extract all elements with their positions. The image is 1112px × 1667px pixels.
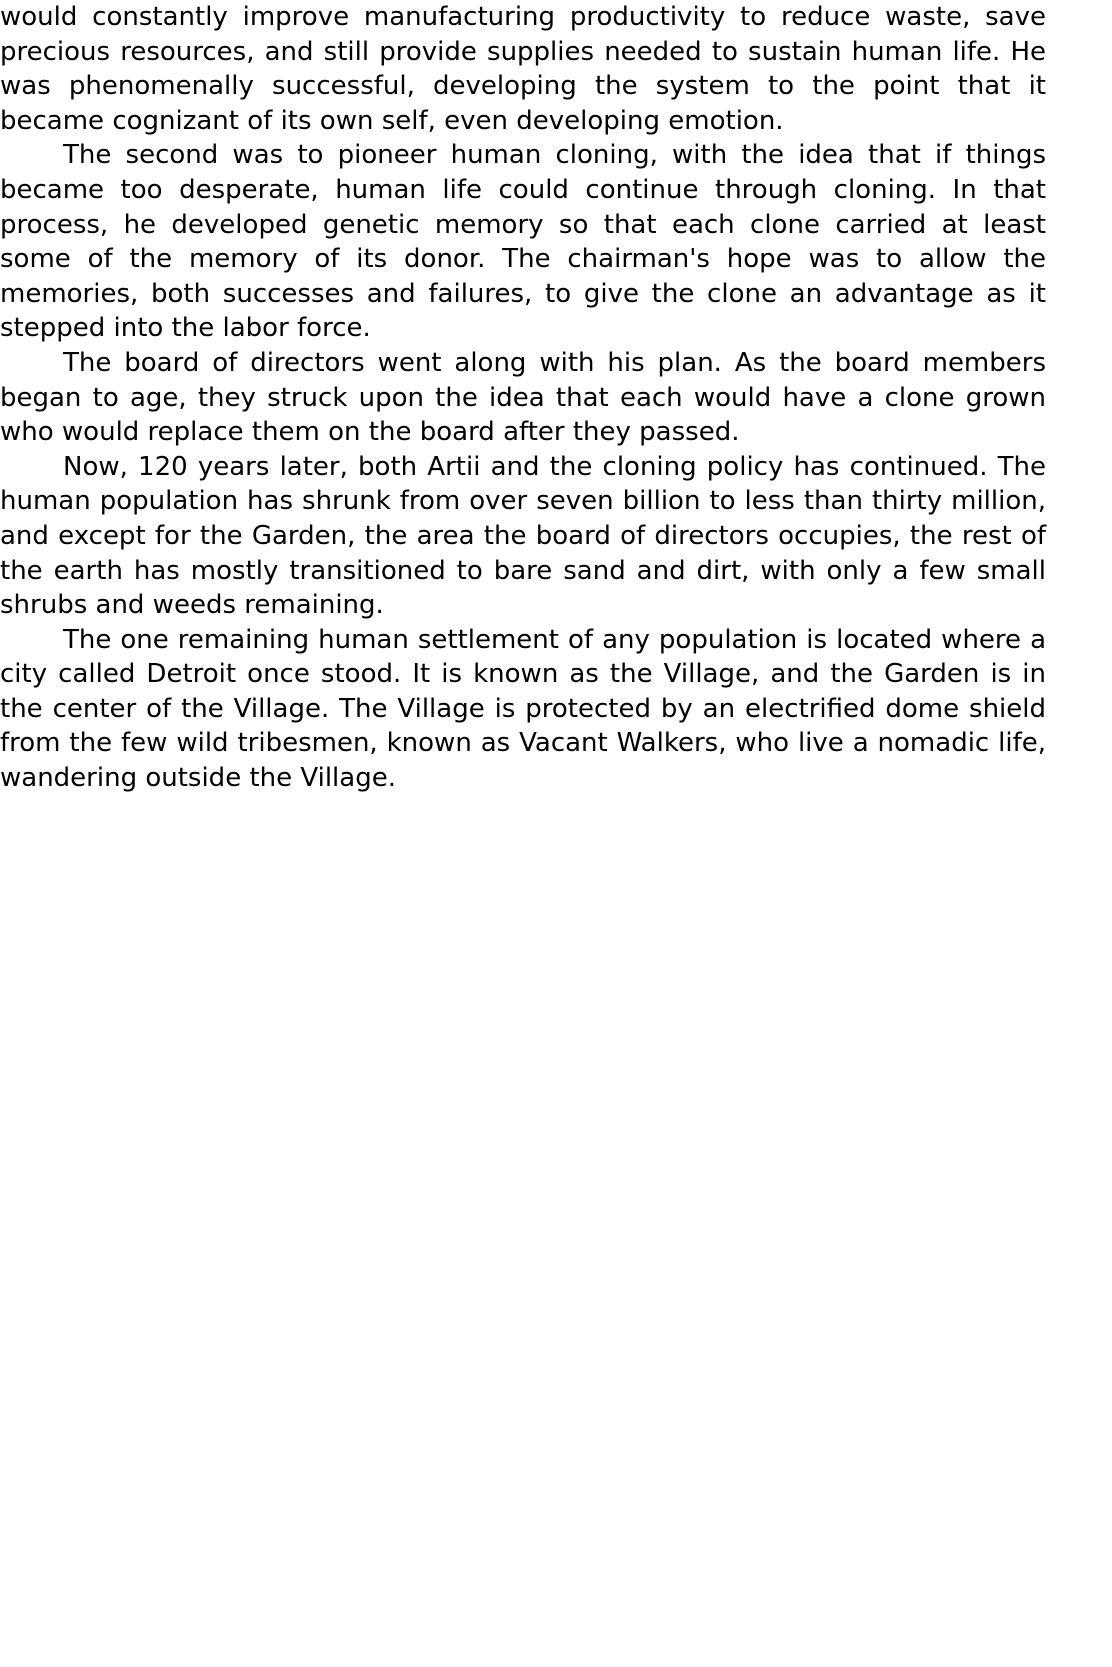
- paragraph-cloning: The second was to pioneer human cloning, with the idea that if things became too desperate, human life could continue through cloning. In that process, he developed genetic memory so that each clone carried at least some of the memory of its donor. The chairman's hope was to allow the memories, both successes and failures, to give the clone an advantage as it stepped into the labor force.: [0, 140, 1046, 344]
- paragraph-village: The one remaining human settlement of any population is located where a city called Detroit once stood. It is known as the Village, and the Garden is in the center of the Village. The Village is protected by an electrified dome shield from the few wild tribesmen, known as Vacant Walkers, who live a nomadic life, wandering outside the Village.: [0, 624, 1046, 794]
- paragraph-population: Now, 120 years later, both Artii and the cloning policy has continued. The human population has shrunk from over seven billion to less than thirty million, and except for the Garden, the area the board of directors occupies, the rest of the earth has mostly transitioned to bare sand and dirt, with only a few small shrubs and weeds remaining.: [0, 451, 1046, 621]
- paragraph-continued: would constantly improve manufacturing productivity to reduce waste, save precious resources, and still provide supplies needed to sustain human life. He was phenomenally successful, developing the system to the point that it became cognizant of its own self, even developing emotion.: [0, 2, 1046, 136]
- body-text: [0, 0, 1046, 796]
- paragraph-board: The board of directors went along with his plan. As the board members began to age, they struck upon the idea that each would have a clone grown who would replace them on the board after they passed.: [0, 347, 1046, 448]
